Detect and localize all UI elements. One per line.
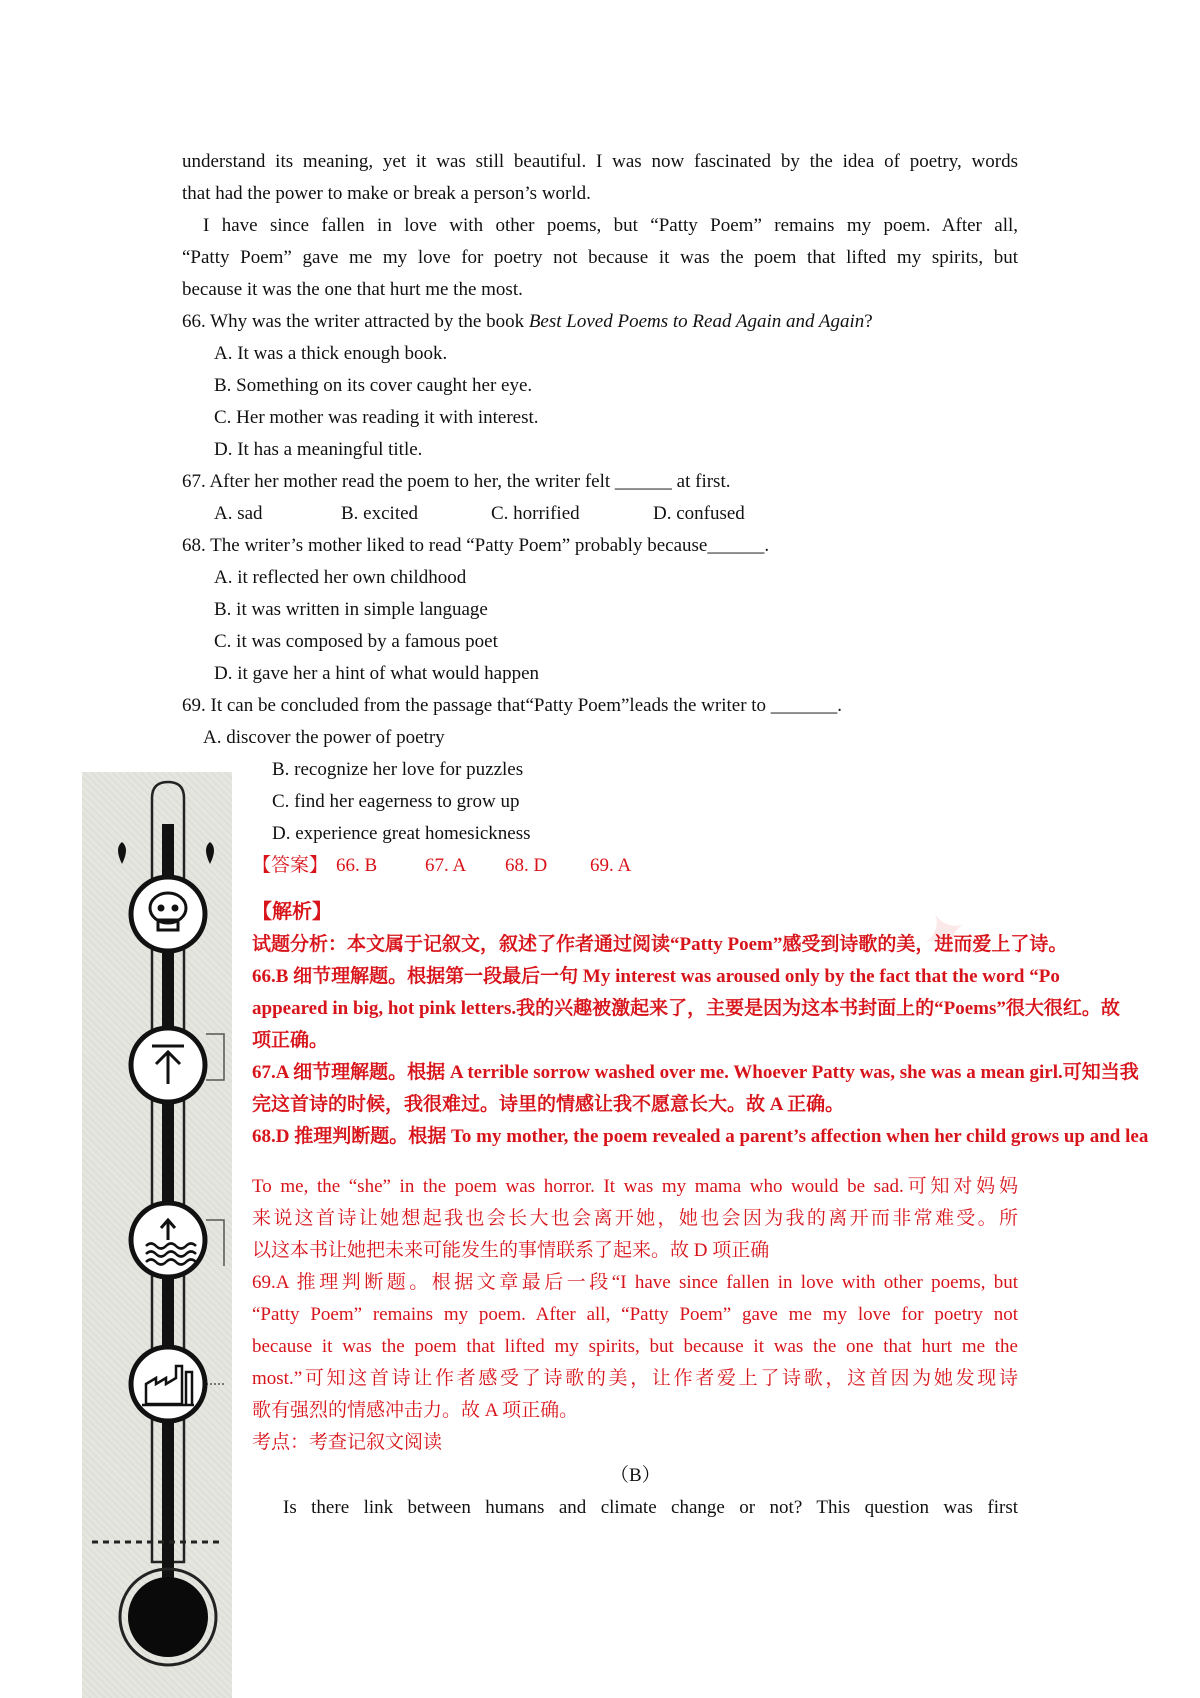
section-b-heading: （B） — [610, 1465, 661, 1486]
analysis-line-8: To me, the “she” in the poem was horror. It was my mama who would be sad.可知对妈妈 — [252, 1176, 1018, 1197]
question-67-option-c: C. horrified — [491, 503, 580, 524]
answer-66: 66. B — [336, 855, 378, 876]
analysis-line-9: 来说这首诗让她想起我也会长大也会离开她，她也会因为我的离开而非常难受。所 — [252, 1208, 1018, 1229]
analysis-line-10: 以这本书让她把未来可能发生的事情联系了起来。故 D 项正确 — [252, 1240, 770, 1261]
question-66-option-d: D. It has a meaningful title. — [214, 439, 423, 460]
analysis-line-15: 歌有强烈的情感冲击力。故 A 项正确。 — [252, 1400, 579, 1421]
passage-line-5: because it was the one that hurt me the most. — [182, 279, 523, 300]
analysis-line-11: 69.A 推理判断题。根据文章最后一段“I have since fallen in love with other poems, but — [252, 1272, 1018, 1293]
question-69-option-b: B. recognize her love for puzzles — [272, 759, 524, 780]
drop-icon-left — [118, 842, 126, 864]
answer-68: 68. D — [505, 855, 548, 876]
section-b-line-1: Is there link between humans and climate change or not? This question was first — [283, 1497, 1018, 1518]
skull-icon — [131, 877, 205, 951]
question-66-stem-end: ? — [864, 311, 873, 332]
arrow-up-icon — [131, 1028, 205, 1102]
drop-icon-right — [206, 842, 214, 864]
answer-69: 69. A — [590, 855, 632, 876]
question-69-stem: 69. It can be concluded from the passage that“Patty Poem”leads the writer to _______. — [182, 695, 843, 716]
question-68-stem: 68. The writer’s mother liked to read “Patty Poem” probably because______. — [182, 535, 770, 556]
question-66-option-b: B. Something on its cover caught her eye. — [214, 375, 533, 396]
analysis-line-5: 67.A 细节理解题。根据 A terrible sorrow washed over me. Whoever Patty was, she was a mean girl.可知当我 — [252, 1062, 1139, 1083]
answer-label: 【答案】 — [252, 855, 329, 876]
question-69-option-c: C. find her eagerness to grow up — [272, 791, 520, 812]
passage-line-4: “Patty Poem” gave me my love for poetry not because it was the poem that lifted my spirits, but — [182, 247, 1018, 268]
question-68-option-b: B. it was written in simple language — [214, 599, 488, 620]
question-68-option-a: A. it reflected her own childhood — [214, 567, 467, 588]
factory-icon — [131, 1347, 205, 1421]
question-66-option-c: C. Her mother was reading it with interest. — [214, 407, 539, 428]
analysis-label: 【解析】 — [252, 901, 332, 923]
analysis-line-6: 完这首诗的时候，我很难过。诗里的情感让我不愿意长大。故 A 正确。 — [252, 1094, 845, 1115]
answer-67: 67. A — [425, 855, 467, 876]
thermometer-graphic — [82, 772, 232, 1698]
question-68-option-c: C. it was composed by a famous poet — [214, 631, 498, 652]
analysis-line-2: 66.B 细节理解题。根据第一段最后一句 My interest was aroused only by the fact that the word “Po — [252, 966, 1060, 987]
passage-line-1: understand its meaning, yet it was still beautiful. I was now fascinated by the idea of poetry, words — [182, 151, 1018, 172]
question-66-book-title: Best Loved Poems to Read Again and Again — [528, 311, 865, 332]
analysis-line-1: 试题分析：本文属于记叙文，叙述了作者通过阅读“Patty Poem”感受到诗歌的美，进而爱上了诗。 — [252, 934, 1068, 955]
question-66-option-a: A. It was a thick enough book. — [214, 343, 448, 364]
analysis-line-3: appeared in big, hot pink letters.我的兴趣被激起来了，主要是因为这本书封面上的“Poems”很大很红。故 — [252, 998, 1120, 1019]
question-66-stem — [182, 306, 873, 338]
analysis-line-16: 考点：考查记叙文阅读 — [252, 1432, 443, 1453]
analysis-line-4: 项正确。 — [252, 1030, 329, 1051]
question-69-option-a: A. discover the power of poetry — [203, 727, 445, 748]
analysis-line-13: because it was the poem that lifted my spirits, but because it was the one that hurt me the — [252, 1336, 1018, 1357]
watermark-stamp: ✦ — [907, 892, 983, 978]
question-69-option-d: D. experience great homesickness — [272, 823, 531, 844]
question-67-option-d: D. confused — [653, 503, 745, 524]
question-66-stem-text: 66. Why was the writer attracted by the book — [182, 311, 529, 332]
passage-line-2: that had the power to make or break a person’s world. — [182, 183, 591, 204]
analysis-line-12: “Patty Poem” remains my poem. After all, “Patty Poem” gave me my love for poetry not — [252, 1304, 1018, 1325]
analysis-line-7: 68.D 推理判断题。根据 To my mother, the poem revealed a parent’s affection when her child grows up and lea — [252, 1126, 1149, 1147]
question-67-option-a: A. sad — [214, 503, 263, 524]
question-68-option-d: D. it gave her a hint of what would happen — [214, 663, 540, 684]
flood-icon — [131, 1203, 205, 1277]
analysis-line-14: most.”可知这首诗让作者感受了诗歌的美，让作者爱上了诗歌，这首因为她发现诗 — [252, 1368, 1018, 1389]
passage-line-3: I have since fallen in love with other poems, but “Patty Poem” remains my poem. After all, — [203, 215, 1018, 236]
question-67-option-b: B. excited — [341, 503, 419, 524]
thermometer-illustration — [82, 772, 232, 1698]
question-67-stem: 67. After her mother read the poem to her, the writer felt ______ at first. — [182, 471, 731, 492]
